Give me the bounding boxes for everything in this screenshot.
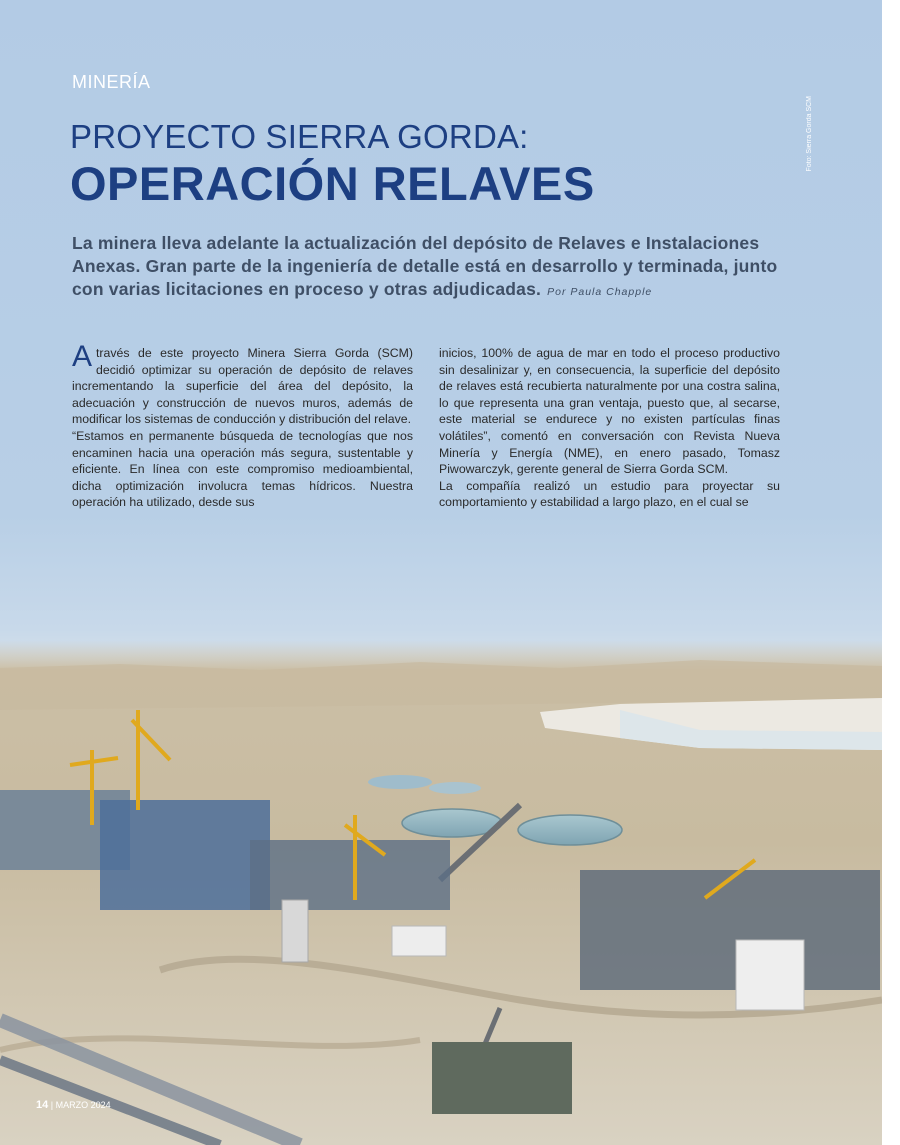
page-footer: 14 | MARZO 2024 xyxy=(36,1099,111,1111)
settling-pond xyxy=(429,782,481,794)
white-building xyxy=(736,940,804,1010)
body-paragraph: “Estamos en permanente búsqueda de tecnologías que nos encaminen hacia una operación más segura, sustentable y eficiente. En línea con este compromiso medioambiental, dicha optimización involucra temas hídricos. Nuestra operación ha utilizado, desde sus xyxy=(72,428,413,510)
storage-silo xyxy=(282,900,308,962)
body-paragraph xyxy=(72,340,413,428)
page-number: 14 xyxy=(36,1099,49,1111)
settling-pond xyxy=(368,775,432,789)
body-column-right xyxy=(439,345,780,511)
lead-text: La minera lleva adelante la actualización del depósito de Relaves e Instalaciones Anexas. Gran parte de la ingeniería de detalle está en desarrollo y terminada, junto con varias licitaciones en proceso y otras adjudicadas. xyxy=(72,233,778,299)
body-text: través de este proyecto Minera Sierra Gorda (SCM) decidió optimizar su operación de depósito de relaves incrementando la superficie del área del depósito, la adecuación y construcción de nuevos muros, además de modificar los sistemas de conducción y distribución del relave. xyxy=(72,346,413,427)
headline xyxy=(70,118,595,212)
thickener-tank xyxy=(518,815,622,845)
byline: Por Paula Chapple xyxy=(547,286,653,298)
section-label: MINERÍA xyxy=(72,72,151,92)
page-margin xyxy=(882,0,900,1145)
white-building xyxy=(392,926,446,956)
photo-credit: Foto: Sierra Gorda SCM xyxy=(806,96,813,172)
body-paragraph: La compañía realizó un estudio para proyectar su comportamiento y estabilidad a largo plazo, en el cual se xyxy=(439,478,780,510)
body-column-left xyxy=(72,340,413,511)
headline-pre: PROYECTO SIERRA GORDA: xyxy=(70,118,529,155)
plant-structure xyxy=(580,870,880,990)
plant-structure xyxy=(250,840,450,910)
drop-cap: A xyxy=(72,340,93,373)
plant-structure xyxy=(100,800,270,910)
lead-paragraph xyxy=(72,232,784,304)
water-pond xyxy=(432,1042,572,1114)
headline-main: OPERACIÓN RELAVES xyxy=(70,157,595,210)
body-paragraph: inicios, 100% de agua de mar en todo el proceso productivo sin desalinizar y, en consecuencia, la superficie del depósito de relaves está recubierta naturalmente por una costra salina, lo que representa una gran ventaja, puesto que, al secarse, este material se endurece y no existen partículas finas volátiles”, comentó en conversación con Revista Nueva Minería y Energía (NME), en enero pasado, Tomasz Piwowarczyk, gerente general de Sierra Gorda SCM. xyxy=(439,346,780,477)
issue-date: MARZO 2024 xyxy=(55,1100,111,1110)
mine-aerial-photo xyxy=(0,640,882,1145)
